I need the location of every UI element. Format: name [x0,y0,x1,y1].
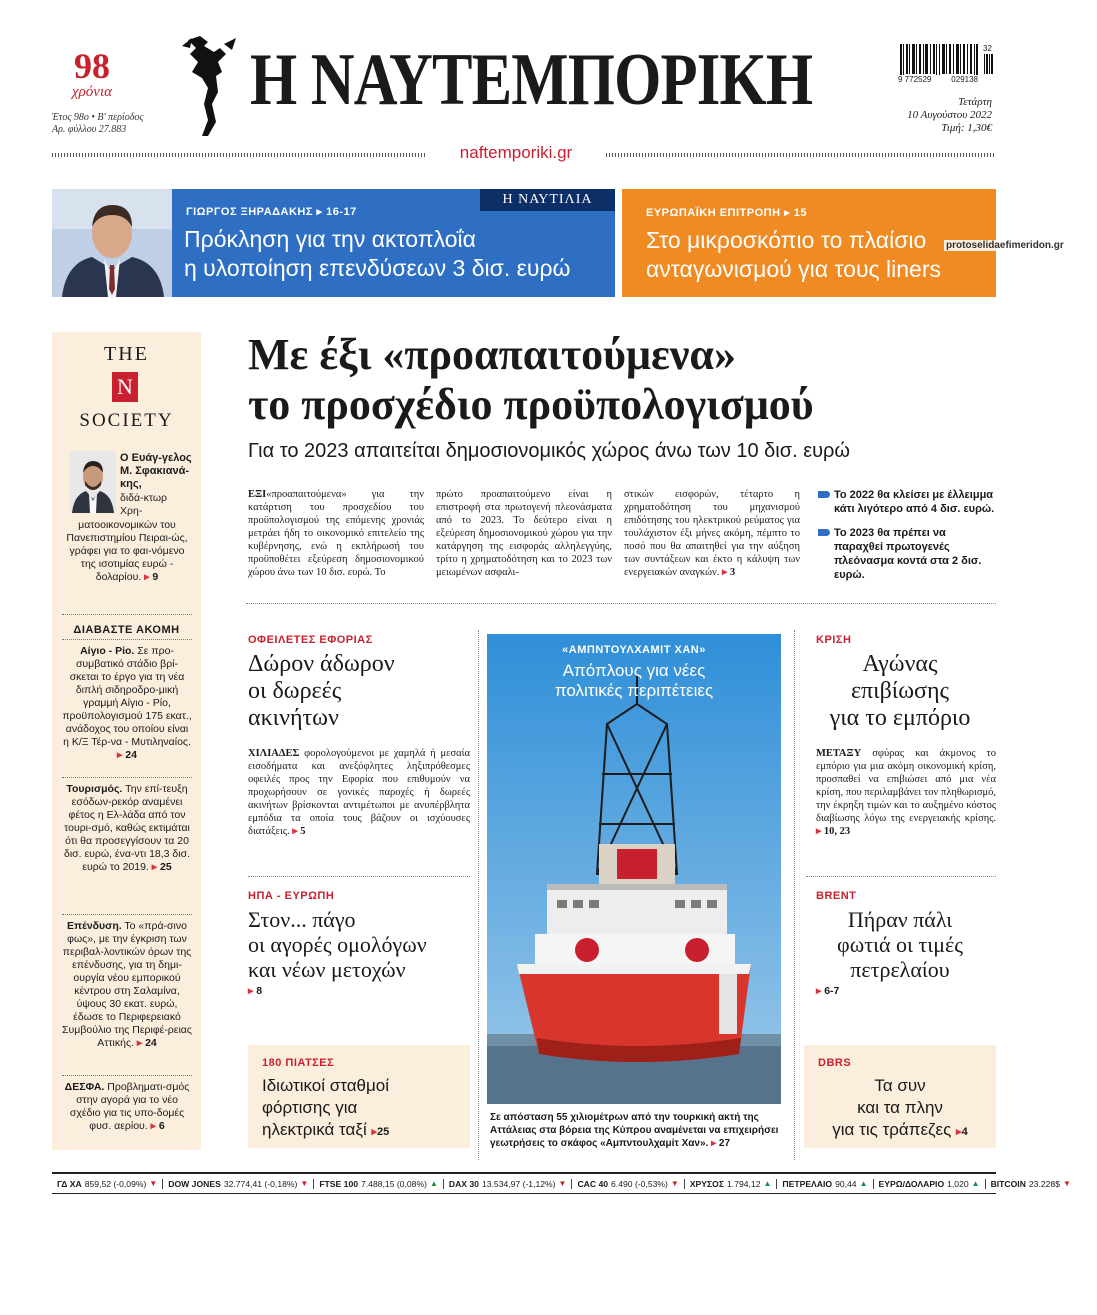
arrow-right-icon: ▸ [371,1126,377,1138]
watermark: protoselidaefimeridon.gr [946,240,1064,251]
photo-caption: Σε απόσταση 55 χιλιομέτρων από την τουρκική ακτή της Αττάλειας στα βόρεια της Κύπρου αναμένεται να επιχειρήσει γεωτρήσεις το σκάφος «Αμπντουλχαμίτ Χαν». ▸ 27 [490,1112,779,1149]
arrow-right-icon: ▸ [721,567,728,578]
ticker-item: CAC 40 6.490 (-0,53%) ▼ [572,1179,684,1189]
arrow-right-icon: ▸ [956,1126,962,1138]
up-triangle-icon: ▲ [429,1179,438,1188]
arrow-right-icon: ▸ [144,571,150,583]
arrow-right-icon: ▸ [151,861,158,873]
read-more-item[interactable]: Επένδυση. Το «πρά-σινο φως», με την έγκριση των περιβαλ-λοντικών όρων της επένδυσης, για τη δημι-ουργία νέου εμπορικού κέντρου στη Σαλαμίνα, ύψους 30 εκατ. ευρώ, έδωσε το Περιφερειακό Συμβούλιο της Περιφέ-ρειας Αττικής. ▸ 24 [62,920,192,1049]
brent-page: ▸ 6-7 [816,985,840,997]
story-divider [806,876,996,877]
arrow-right-icon: ▸ [136,1037,143,1049]
arrow-right-icon: ▸ [711,1138,717,1149]
newspaper-title: Η ΝΑΥΤΕΜΠΟΡΙΚΗ [250,39,813,121]
photo-story-kicker: «ΑΜΠΝΤΟΥΛΧΑΜΙΤ ΧΑΝ» [562,644,706,656]
ticker-item: ΓΔ ΧΑ 859,52 (-0,09%) ▼ [52,1179,163,1189]
columnist-text-a: διδά-κτωρ Χρη- [120,492,168,517]
column-divider [794,630,795,1160]
society-logo-n: N [112,372,138,402]
tax-story-kicker: ΟΦΕΙΛΕΤΕΣ ΕΦΟΡΙΑΣ [248,634,373,646]
price: Τιμή: 1,30€ [941,122,992,134]
read-more-item[interactable]: ΔΕΣΦΑ. Προβληματι-σμός στην αγορά για το νέο σχέδιο για τις υπο-δομές φυσ. αερίου. ▸ 6 [64,1081,190,1132]
barcode-numbers: 9 772529 029138 [898,75,978,84]
crisis-body: ΜΕΤΑΞΥ σφύρας και άκμονος το εμπόριο για μια ακόμη οικονομική κρίση, προσπαθεί να επιβιώσει από μια νέα κρίση, που περιλαμβάνει τον πληθωρισμό, την έκρηξη τιμών και το αυξημένο κόστος διαβίωσης λόγω της ενεργειακής κρίσης. ▸ 10, 23 [816,748,997,837]
down-triangle-icon: ▼ [1062,1179,1071,1188]
main-story-column-1: ΕΞΙ«προαπαιτούμενα» για την κατάρτιση του προσχεδίου του προϋπολογισμού της επόμενης χρονιάς μετράει ήδη το οικονομικό επιτελείο της κυβέρνησης, ενώ η εκπλήρωσή του προϋποθέτει εξεύρεση δημοσιονομικού χώρου άνω των 10 δισ. ευρώ. Το [248,489,424,578]
ticker-item: ΕΥΡΩ/ΔΟΛΑΡΙΟ 1,020 ▲ [874,1179,986,1189]
sidebar-divider [62,639,192,640]
read-more-title: ΔΙΑΒΑΣΤΕ ΑΚΟΜΗ [73,624,180,636]
eu-commission-kicker: ΕΥΡΩΠΑΪΚΗ ΕΠΙΤΡΟΠΗ ▸ 15 [646,207,807,219]
arrow-right-icon: ▸ [117,749,123,761]
highlight-item: Το 2022 θα κλείσει με έλλειμμα κάτι λιγότερο από 4 δισ. ευρώ. [818,488,996,516]
down-triangle-icon: ▼ [670,1179,679,1188]
anniversary-label: χρόνια [72,84,112,100]
issue-info [52,112,143,136]
charging-kicker: 180 ΠΙΑΤΣΕΣ [262,1057,335,1069]
drillship-photo [487,634,781,1104]
arrow-right-icon: ▸ [316,206,323,218]
columnist-portrait-photo [70,451,116,513]
down-triangle-icon: ▼ [558,1179,567,1188]
date-block [870,96,992,135]
tax-story-headline[interactable]: Δώρον άδωρον οι δωρεές ακινήτων [248,651,395,731]
column-divider [478,630,479,1160]
up-triangle-icon: ▲ [763,1179,772,1188]
story-divider [248,876,470,877]
read-more-item[interactable]: Αίγιο - Ρίο. Σε προ-συμβατικό στάδιο βρί-σκεται το έργο για τη νέα διπλή σιδηροδρο-μική γραμμή Αίγιο - Ρίο, προϋπολογισμού 175 εκατ., ανάδοχος του οποίου είναι η Κ/Ξ Τέρ-να - Μυτιληναίος. ▸ 24 [62,645,192,761]
arrow-right-icon: ▸ [150,1120,156,1132]
usa-europe-headline[interactable]: Στον... πάγο οι αγορές ομολόγων και νέων μετοχών [248,907,427,982]
arrow-right-icon: ▸ [816,985,822,997]
main-story-highlights [818,488,996,592]
nautilia-kicker: ΓΙΩΡΓΟΣ ΞΗΡΑΔΑΚΗΣ ▸ 16-17 [186,206,357,218]
usa-europe-kicker: ΗΠΑ - ΕΥΡΩΠΗ [248,890,335,902]
hermes-logo-icon [178,32,246,142]
brent-kicker: BRENT [816,890,857,902]
sidebar-divider [62,614,192,615]
crisis-headline[interactable]: Αγώνας επιβίωσης για το εμπόριο [829,651,971,731]
columnist-text-b: ματοοικονομικών του Πανεπιστημίου Πειραι-ώς, γράφει για το φαι-νόμενο της ισοτιμίας ευρώ - δολαρίου. ▸ 9 [66,519,188,583]
main-headline[interactable]: Με έξι «προαπαιτούμενα» το προσχέδιο προϋπολογισμού [248,330,814,429]
main-story-column-3: στικών εισφορών, τέταρτο η χρηματοδότηση του μηχανισμού επιδότησης του ηλεκτρικού ρεύματος για τουλάχιστον έξι μήνες ακόμη, πέμπτο το ποσό που θα απαιτηθεί για την αύξηση των συντάξεων και έκτο η κάλυψη των ενεργειακών αναγκών. ▸ 3 [624,489,800,578]
site-url-link[interactable]: naftemporiki.gr [459,143,573,162]
arrow-right-icon: ▸ [784,207,791,219]
read-more-item[interactable]: Τουρισμός. Την επί-τευξη εσόδων-ρεκόρ αναμένει φέτος η Ελ-λάδα από τον τουρι-σμό, καθώς εκτιμάται ότι θα προσεγγίσουν τα 20 δισ. ευρώ, ένα-ντι 18,3 δισ. ευρώ το 2019. ▸ 25 [64,783,190,873]
ticker-item: ΠΕΤΡΕΛΑΙΟ 90,44 ▲ [777,1179,873,1189]
barcode-issue: 32 [983,44,992,53]
up-triangle-icon: ▲ [971,1179,980,1188]
eu-commission-headline[interactable]: Στο μικροσκόπιο το πλαίσιο ανταγωνισμού για τους liners [646,227,941,282]
brent-headline[interactable]: Πήραν πάλι φωτιά οι τιμές πετρελαίου [837,907,963,982]
photo-story-headline[interactable]: Απόπλους για νέες πολιτικές περιπέτειες [554,661,714,700]
arrow-right-icon: ▸ [292,826,298,837]
author-portrait-photo [52,189,172,297]
down-triangle-icon: ▼ [149,1179,158,1188]
sidebar-divider [62,1075,192,1076]
arrow-right-icon: ▸ [248,985,254,997]
issue-number: Αρ. φύλλου 27.883 [52,124,127,135]
columnist-name: Ο Ευάγ-γελος Μ. Σφακιανά-κης, [120,452,192,490]
section-divider [246,603,996,604]
ticker-item: ΧΡΥΣΟΣ 1.794,12 ▲ [685,1179,778,1189]
dbrs-kicker: DBRS [818,1057,852,1069]
weekday: Τετάρτη [958,96,992,108]
society-logo-word: SOCIETY [79,410,174,431]
dbrs-headline[interactable]: Τα συν και τα πλην για τις τράπεζες ▸4 [832,1076,968,1139]
arrow-right-icon: ▸ [816,826,822,837]
nautilia-headline[interactable]: Πρόκληση για την ακτοπλοΐα η υλοποίηση επενδύσεων 3 δισ. ευρώ [184,226,571,281]
issue-year-period: Έτος 98ο • Β' περίοδος [52,112,144,123]
society-logo-the: THE [104,343,149,365]
usa-europe-page: ▸ 8 [248,985,263,997]
up-triangle-icon: ▲ [859,1179,868,1188]
ticker-item: BITCOIN 23.228$ ▼ [990,1178,1071,1189]
highlight-item: Το 2023 θα πρέπει να παραχθεί πρωτογενές πλεόνασμα κοντά στα 2 δισ. ευρώ. [818,526,996,582]
nautilia-section-badge: Η ΝΑΥΤΙΛΙΑ [480,189,615,211]
sidebar-divider [62,777,192,778]
main-story-column-2: πρώτο προαπαιτούμενο είναι η επιστροφή στα πρωτογενή πλεονάσματα από το 2023. Το δεύτερο είναι η εξεύρεση δημοσιονομικού χώρου για την κατάργηση της εισφοράς αλληλεγγύης, τρίτο η χρηματοδότηση και το 2023 των μειωμένων ασφαλι- [436,489,612,578]
ticker-item: FTSE 100 7.488,15 (0,08%) ▲ [314,1179,444,1189]
market-ticker [52,1172,1071,1194]
ticker-item: DOW JONES 32.774,41 (-0,18%) ▼ [163,1179,314,1189]
crisis-kicker: ΚΡΙΣΗ [816,634,852,646]
sidebar-divider [62,914,192,915]
charging-headline[interactable]: Ιδιωτικοί σταθμοί φόρτισης για ηλεκτρικά ταξί ▸25 [262,1076,390,1139]
masthead-rule-right [606,153,996,157]
anniversary-number: 98 [74,46,110,86]
main-subheadline: Για το 2023 απαιτείται δημοσιονομικός χώρος άνω των 10 δισ. ευρώ [248,440,851,462]
ticker-item: DAX 30 13.534,97 (-1,12%) ▼ [444,1179,573,1189]
masthead-rule-left [52,153,427,157]
tax-story-body: ΧΙΛΙΑΔΕΣ φορολογούμενοι με χαμηλά ή μεσαία εισοδήματα και ανεξόφλητες ληξιπρόθεσμες οφειλές προς την Εφορία που επιθυμούν να προχωρήσουν σε γονικές παροχές ή δωρεές ακινήτων βρίσκονται αντιμέτωποι με ανυπέρβλητα εμπόδια τα οποία τους βάζουν οι ισχύουσες διατάξεις. ▸ 5 [248,748,470,837]
down-triangle-icon: ▼ [300,1179,309,1188]
issue-date: 10 Αυγούστου 2022 [907,109,992,121]
